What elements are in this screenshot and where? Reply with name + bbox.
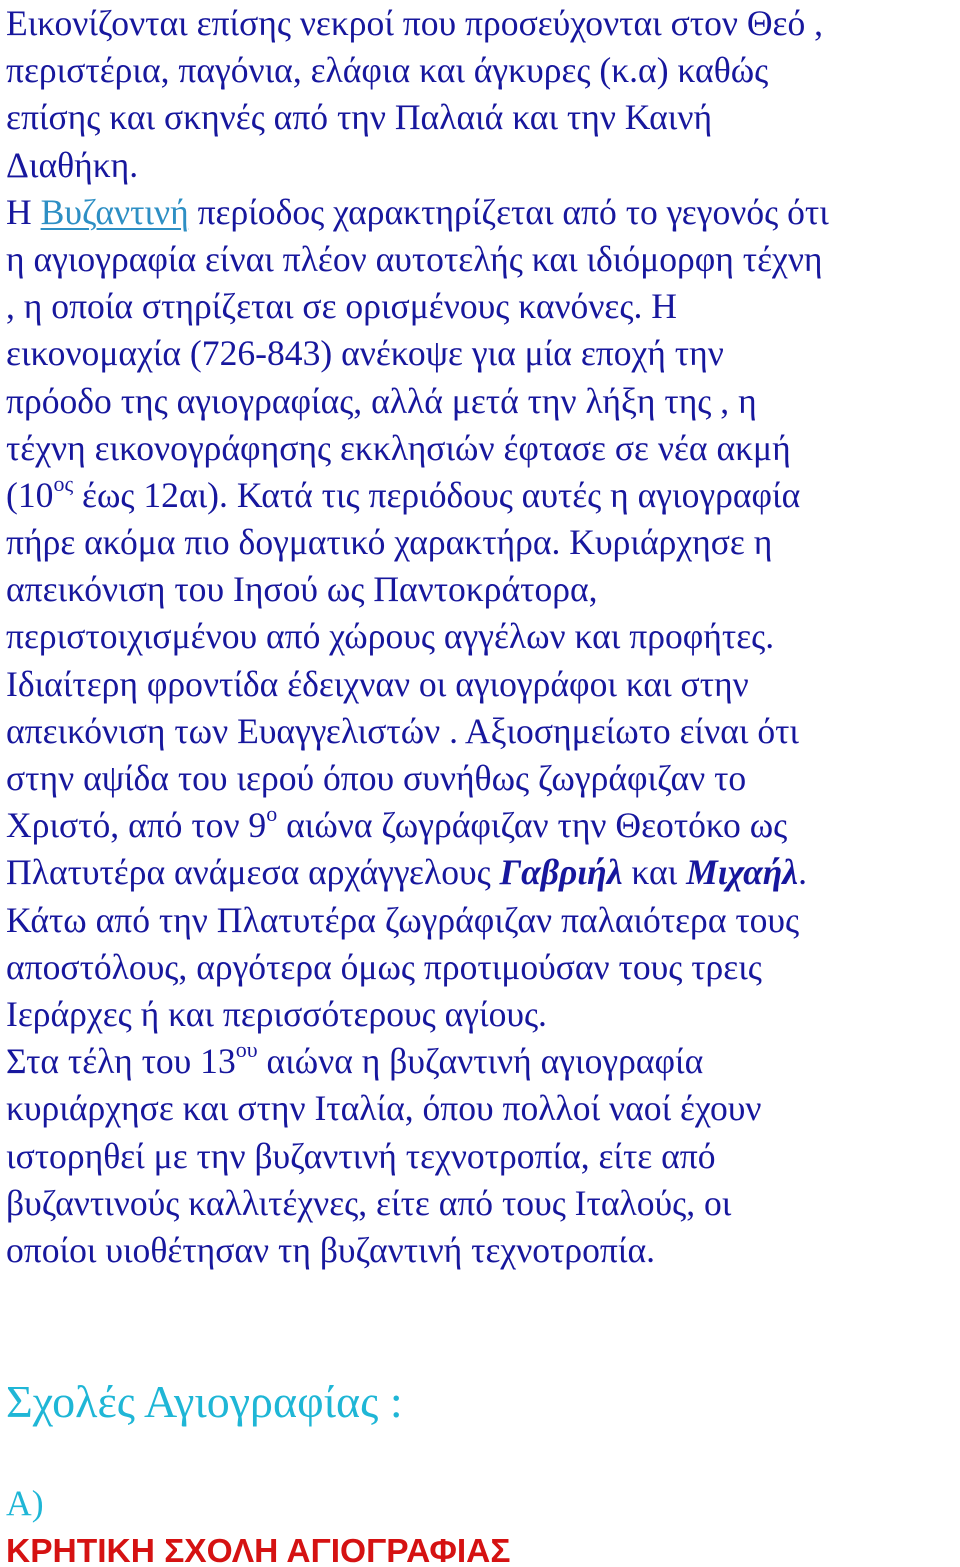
text-line: τέχνη εικονογράφησης εκκλησιών έφτασε σε νέα ακμή xyxy=(6,427,791,468)
text-fragment: αιώνα ζωγράφιζαν την Θεοτόκο ως xyxy=(277,805,788,846)
name-gabriel: Γαβριήλ xyxy=(499,852,623,893)
text-fragment: (10 xyxy=(6,474,54,515)
ordinal-superscript: ο xyxy=(266,801,278,827)
text-line: Κάτω από την Πλατυτέρα ζωγράφιζαν παλαιότερα τους xyxy=(6,899,800,940)
text-line: η αγιογραφία είναι πλέον αυτοτελής και ιδιόμορφη τέχνη xyxy=(6,238,823,279)
text-line: Εικονίζονται επίσης νεκροί που προσεύχονται στον Θεό , xyxy=(6,3,824,43)
school-title: ΚΡΗΤΙΚΗ ΣΧΟΛΗ ΑΓΙΟΓΡΑΦΙΑΣ xyxy=(6,1533,511,1567)
text-fragment: Πλατυτέρα ανάμεσα αρχάγγελους xyxy=(6,852,500,893)
article-body xyxy=(6,0,956,1274)
text-line: περιστοιχισμένου από χώρους αγγέλων και προφήτες. xyxy=(6,616,775,657)
text-line: Ιδιαίτερη φροντίδα έδειχναν οι αγιογράφοι και στην xyxy=(6,663,749,704)
list-item-label: Α) xyxy=(6,1483,44,1523)
byzantine-link[interactable]: Βυζαντινή xyxy=(40,191,189,232)
text-line: Διαθήκη. xyxy=(6,144,139,185)
text-line: Ιεράρχες ή και περισσότερους αγίους. xyxy=(6,993,547,1034)
text-line: εικονομαχία (726-843) ανέκοψε για μία εποχή την xyxy=(6,333,724,374)
text-line: περιστέρια, παγόνια, ελάφια και άγκυρες (κ.α) καθώς xyxy=(6,50,769,91)
text-fragment: . xyxy=(798,852,808,893)
text-line: απεικόνιση του Ιησού ως Παντοκράτορα, xyxy=(6,569,598,610)
text-line: πήρε ακόμα πιο δογματικό χαρακτήρα. Κυριάρχησε η xyxy=(6,522,773,563)
ordinal-superscript: ου xyxy=(235,1037,258,1063)
text-line: , η οποία στηρίζεται σε ορισμένους κανόνες. Η xyxy=(6,286,677,327)
ordinal-superscript: ος xyxy=(53,470,74,496)
text-line xyxy=(6,802,956,849)
text-fragment: και xyxy=(622,852,687,893)
text-line: ιστορηθεί με την βυζαντινή τεχνοτροπία, είτε από xyxy=(6,1135,716,1176)
text-line xyxy=(6,1038,956,1085)
text-fragment: περίοδος χαρακτηρίζεται από το γεγονός ότι xyxy=(188,191,829,232)
text-fragment: Στα τέλη του 13 xyxy=(6,1041,236,1082)
text-line xyxy=(6,849,956,896)
text-line: αποστόλους, αργότερα όμως προτιμούσαν τους τρεις xyxy=(6,946,762,987)
text-line xyxy=(6,472,956,519)
text-fragment: Χριστό, από τον 9 xyxy=(6,805,267,846)
text-line: επίσης και σκηνές από την Παλαιά και την Καινή xyxy=(6,97,713,138)
name-michael: Μιχαήλ xyxy=(686,852,799,893)
section-heading: Σχολές Αγιογραφίας : xyxy=(6,1376,403,1427)
text-line: πρόοδο της αγιογραφίας, αλλά μετά την λήξη της , η xyxy=(6,380,757,421)
text-fragment: Η xyxy=(6,191,41,232)
text-line: απεικόνιση των Ευαγγελιστών . Αξιοσημείωτο είναι ότι xyxy=(6,710,799,751)
text-line xyxy=(6,189,956,236)
text-line: στην αψίδα του ιερού όπου συνήθως ζωγράφιζαν το xyxy=(6,758,747,798)
text-fragment: αιώνα η βυζαντινή αγιογραφία xyxy=(257,1041,704,1082)
text-fragment: έως 12αι). Κατά τις περιόδους αυτές η αγιογραφία xyxy=(73,474,801,515)
text-line: βυζαντινούς καλλιτέχνες, είτε από τους Ιταλούς, οι xyxy=(6,1182,732,1223)
text-line: κυριάρχησε και στην Ιταλία, όπου πολλοί ναοί έχουν xyxy=(6,1088,762,1129)
text-line: οποίοι υιοθέτησαν τη βυζαντινή τεχνοτροπία. xyxy=(6,1229,655,1270)
